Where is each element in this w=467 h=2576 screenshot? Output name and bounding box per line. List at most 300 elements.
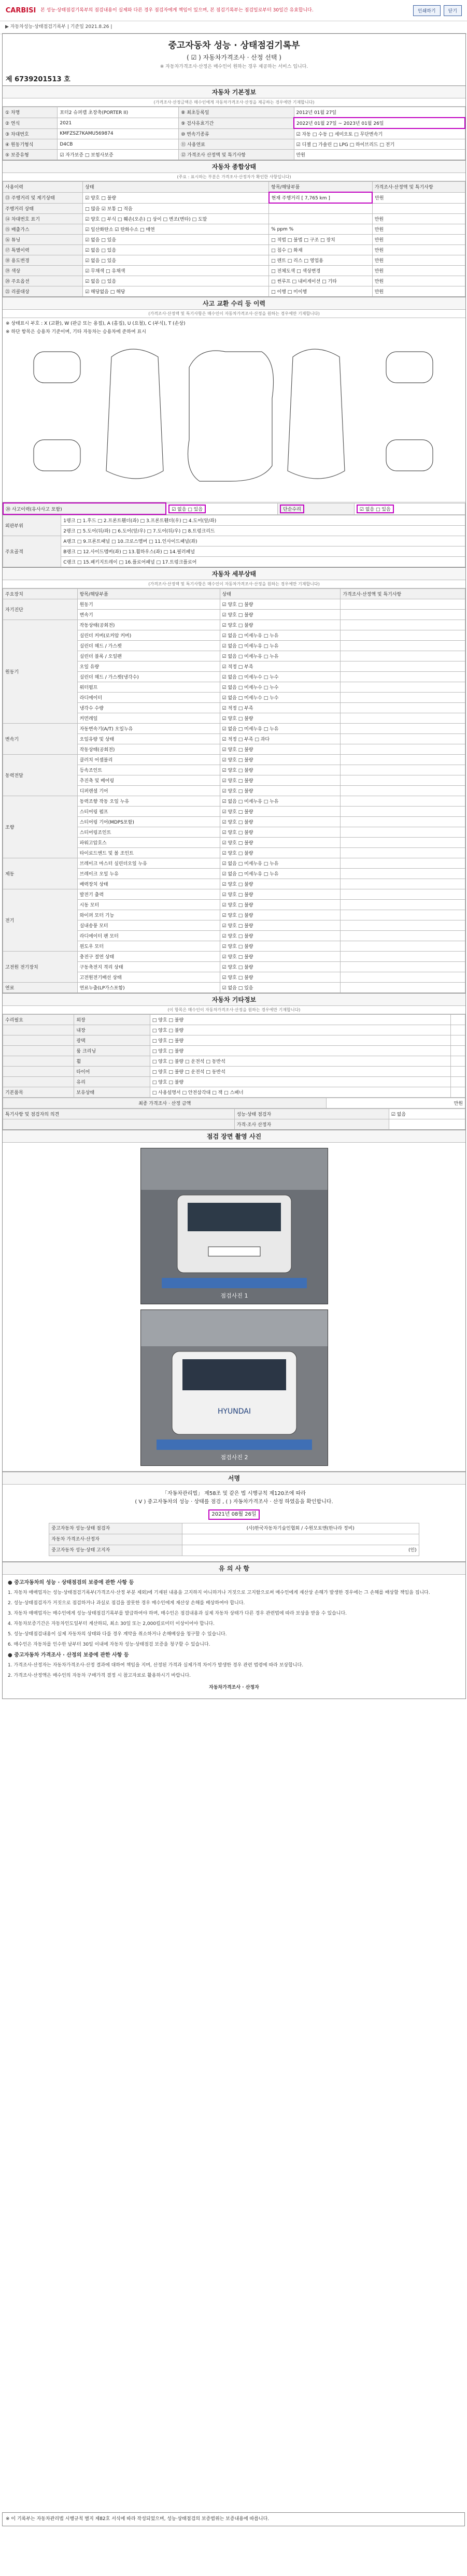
detail-item: 배력장치 상태 [77,879,220,889]
detail-item: 와이퍼 모터 기능 [77,910,220,920]
print-button[interactable]: 인쇄하기 [413,5,441,16]
detail-state: ☑ 적정 □ 부족 □ 과다 [220,734,341,744]
detail-item: 디퍼렌셜 기어 [77,786,220,796]
detail-item: 라디에이터 팬 모터 [77,931,220,941]
state-price: 만원 [372,276,465,286]
detail-item: 브레이크 마스터 실린더오일 누유 [77,858,220,869]
opinion-group [3,1119,235,1130]
state-price: 만원 [372,245,465,255]
detail-price [341,610,465,620]
other-info-group [3,1046,74,1056]
basic-info-label: ② 연식 [3,118,58,128]
overall-state-section [3,160,465,297]
document-number: 제 6739201513 호 [6,76,70,83]
opinion-table [3,1109,465,1130]
other-info-note: (이 항목은 매수인이 자동차가격조사·산정을 원하는 경우에만 기재합니다) [3,1006,465,1014]
detail-price [341,827,465,838]
other-info-price [450,1067,465,1077]
detail-state: ☑ 양호 □ 불량 [220,786,341,796]
svg-text:점검사진 2: 점검사진 2 [220,1454,248,1461]
car-diagram [3,336,465,502]
other-info-value: □ 양호 □ 불량 □ 운전석 □ 동반석 [150,1056,450,1067]
detail-item: 원동기 [77,599,220,610]
detail-state: ☑ 양호 □ 불량 [220,713,341,724]
basic-info-row [3,150,465,160]
detail-price [341,765,465,775]
state-row [3,266,465,276]
state-row [3,214,465,224]
other-info-price [450,1025,465,1035]
other-info-label: 휠 [74,1056,150,1067]
detail-state: ☑ 양호 □ 불량 [220,962,341,972]
detail-price [341,848,465,858]
detail-state: ☑ 양호 □ 불량 [220,920,341,931]
detail-price [341,983,465,993]
detail-item: 추진축 및 베어링 [77,775,220,786]
detail-item: 스티어링조인트 [77,827,220,838]
detail-price [341,786,465,796]
detail-state: ☑ 양호 □ 불량 [220,807,341,817]
opinion-group: 특기사항 및 점검자의 의견 [3,1109,235,1119]
notes-item: 1. 가격조사·산정자는 자동차가격조사·산정 결과에 대하여 책임을 지며, 산정된 가격과 실제가격 차이가 발생한 경우 관련 법령에 따라 보상합니다. [8,1663,304,1668]
other-info-group [3,1035,74,1046]
other-info-group [3,1056,74,1067]
detail-price [341,879,465,889]
overall-state-note: (주요 : 표시하는 부분은 가격조사·산정자가 확인한 사항입니다) [3,173,465,181]
detail-price [341,796,465,807]
detail-price [341,713,465,724]
accident-legend-2: ※ 하단 항목은 승용차 기준이며, 기타 자동차는 승용차에 준하여 표시 [6,329,146,335]
basic-info-value: 2022년 01월 27일 ~ 2023년 01월 26일 [294,118,465,128]
detail-price [341,910,465,920]
detail-item: 실린더 블록 / 오일팬 [77,651,220,661]
final-price-unit: 만원 [327,1098,465,1109]
top-notice: 본 성능·상태점검기록부의 점검내용이 실제와 다른 경우 점검자에게 책임이 있으며, 본 점검기록부는 점검일로부터 30일간 유효합니다. [40,8,314,13]
opinion-value [389,1119,465,1130]
other-info-price [450,1046,465,1056]
state-label: ⑱ 용도변경 [3,255,83,266]
detail-price [341,889,465,900]
state-header: 상태 [83,182,269,193]
other-info-value: □ 양호 □ 불량 [150,1015,450,1025]
detail-state: ☑ 적정 □ 부족 [220,703,341,713]
detail-price [341,599,465,610]
detail-row [3,952,465,962]
basic-info-label: ⑪ 사용연료 [179,139,294,150]
detail-state: ☑ 양호 □ 불량 [220,827,341,838]
inspection-photo-2 [140,1309,328,1466]
state-row [3,192,465,203]
other-info-title: 자동차 기타정보 [3,994,465,1006]
detail-state: ☑ 없음 □ 미세누수 □ 누수 [220,672,341,682]
state-item [269,214,373,224]
state-price: 만원 [372,214,465,224]
detail-group: 제동 [3,858,78,889]
detail-table [3,588,465,993]
detail-item: 실내송풍 모터 [77,920,220,931]
detail-note: (가격조사·산정액 및 특기사항은 매수인이 자동차가격조사·산정을 원하는 경우에만 기재합니다) [3,580,465,588]
state-header: 사용이력 [3,182,83,193]
accident-summary-table [3,502,465,515]
basic-info-value: ☑ 자가보증 □ 보험사보증 [58,150,179,160]
detail-item: 실린더 헤드 / 가스켓 [77,641,220,651]
car-bottom-front-view [34,440,80,471]
detail-item: 시동 모터 [77,900,220,910]
detail-price [341,962,465,972]
detail-price [341,724,465,734]
detail-price [341,755,465,765]
opinion-label: 성능·상태 점검자 [234,1109,389,1119]
detail-title: 자동차 세부상태 [3,568,465,580]
notes-body [3,1575,465,1699]
detail-row [3,858,465,869]
other-info-label: 유리 [74,1077,150,1087]
state-row [3,255,465,266]
detail-price [341,630,465,641]
state-label: ㉑ 리콜대상 [3,286,83,297]
sign-line-1: 「자동차관리법」 제58조 및 같은 법 시행규칙 제120조에 따라 [162,1491,306,1496]
detail-state: ☑ 양호 □ 불량 [220,879,341,889]
detail-row [3,724,465,734]
state-item: □ 렌트 □ 리스 □ 영업용 [269,255,373,266]
detail-state: ☑ 없음 □ 미세누유 □ 누유 [220,796,341,807]
detail-price [341,900,465,910]
state-row [3,235,465,245]
detail-state: ☑ 없음 □ 미세누수 □ 누수 [220,682,341,693]
basic-info-table [3,107,465,160]
detail-state: ☑ 양호 □ 불량 [220,838,341,848]
detail-row [3,796,465,807]
notes-item: 5. 성능·상태점검내용이 실제 자동차의 상태와 다를 경우 계약을 취소하거나 손해배상을 청구할 수 있습니다. [8,1632,227,1637]
opinion-value: ☑ 없음 [389,1109,465,1119]
detail-header: 주요장치 [3,589,78,599]
notes-section-2-title: ● 중고자동차 가격조사 · 산정의 보증에 관한 사항 등 [8,1652,129,1658]
basic-info-section [3,85,465,160]
frame-label: 주요골격 [3,536,61,567]
price-assessor-label: 자동차 가격조사·산정자 [49,1534,182,1545]
outer-panel-row [3,526,465,536]
photo-container [3,1143,465,1472]
other-info-group [3,1067,74,1077]
detail-item: 충전구 절연 상태 [77,952,220,962]
basic-info-title: 자동차 기본정보 [3,86,465,98]
state-price: 만원 [372,255,465,266]
other-info-label: 내장 [74,1025,150,1035]
frame-value: B랭크 □ 12.사이드멤버(좌) □ 13.휠하우스(좌) □ 14.필러패널 [61,546,465,557]
panel-table [3,515,465,567]
state-row [3,245,465,255]
detail-price [341,734,465,744]
detail-item: 스티어링 펌프 [77,807,220,817]
state-item: □ 이행 □ 미이행 [269,286,373,297]
detail-group: 고전원 전기장치 [3,952,78,983]
basic-info-value: 만원 [294,150,465,160]
other-info-value: □ 양호 □ 불량 [150,1077,450,1087]
state-item: % ppm % [269,224,373,235]
detail-price [341,620,465,630]
car-front-view [34,352,80,383]
detail-item: 스티어링 기어(MDPS포함) [77,817,220,827]
state-header: 항목/해당부품 [269,182,373,193]
frame-row [3,536,465,546]
notes-item: 1. 자동차 매매업자는 성능·상태점검기록부(가격조사·산정 부분 제외)에 기재된 내용을 고지하지 아니하거나 거짓으로 고지함으로써 매수인에게 재산상 손해가 발생한 경우에는 그 손해를 배상할 책임을 집니다. [8,1590,430,1595]
frame-value: C랭크 □ 15.패키지트레이 □ 16.플로어패널 □ 17.트렁크플로어 [61,557,465,567]
state-row [3,286,465,297]
basic-info-value: 포터2 슈퍼캡 초장축(PORTER II) [58,107,179,118]
simple-repair-label: 단순수리 [278,503,355,514]
detail-item: 작동상태(공회전) [77,744,220,755]
detail-group: 조향 [3,796,78,858]
opinion-row [3,1109,465,1119]
detail-state: ☑ 양호 □ 불량 [220,889,341,900]
state-row [3,224,465,235]
other-info-label: 광택 [74,1035,150,1046]
accident-section [3,297,465,567]
state-row [3,276,465,286]
detail-group: 동력전달 [3,755,78,796]
detail-group: 자기진단 [3,599,78,620]
state-value: ☑ 무채색 □ 유채색 [83,266,269,276]
detail-price [341,941,465,952]
car-top-view-left [106,349,163,479]
detail-state: ☑ 없음 □ 미세누유 □ 누유 [220,651,341,661]
state-price: 만원 [372,224,465,235]
detail-price [341,641,465,651]
detail-state: ☑ 없음 □ 미세누수 □ 누수 [220,693,341,703]
document-note: ※ 자동차가격조사·산정은 매수인이 원하는 경우 제공하는 서비스 입니다. [160,64,308,69]
state-value: ☑ 없음 □ 있음 [83,276,269,286]
basic-info-row [3,107,465,118]
detail-item: 구동축전지 격리 상태 [77,962,220,972]
basic-info-value: KMFZSZ7KAMU569874 [58,128,179,139]
other-info-price [450,1087,465,1098]
state-value: ☑ 양호 □ 부식 □ 훼손(오손) □ 상이 □ 변조(변타) □ 도말 [83,214,269,224]
svg-text:점검사진 1: 점검사진 1 [220,1292,248,1299]
detail-item: 파워고압호스 [77,838,220,848]
final-price-table [3,1098,465,1109]
detail-section [3,567,465,993]
detail-state: ☑ 양호 □ 불량 [220,599,341,610]
detail-price [341,682,465,693]
other-info-price [450,1035,465,1046]
other-info-label: 보유상태 [74,1087,150,1098]
notes-item: 4. 자동차보증기간은 자동차인도일부터 계산하되, 최소 30일 또는 2,000킬로미터 이상이어야 합니다. [8,1621,215,1627]
document-types: ( ☑ ) 자동차가격조사 · 산정 선택 ) [187,54,281,61]
sign-box [3,1485,465,1562]
sign-title: 서명 [3,1472,465,1485]
notes-section [3,1562,465,1699]
detail-state: ☑ 양호 □ 불량 [220,972,341,983]
detail-state: ☑ 없음 □ 있음 [220,983,341,993]
breadcrumb: ▶ 자동차성능·상태점검기록부 | 기준일 2021.8.26 | [0,21,467,34]
state-label: ⑯ 튜닝 [3,235,83,245]
state-label: 주행거리 상태 [3,203,83,214]
other-info-value: □ 양호 □ 불량 [150,1025,450,1035]
frame-row [3,557,465,567]
state-price: 만원 [372,192,465,203]
other-info-row [3,1067,465,1077]
other-info-row [3,1035,465,1046]
detail-price [341,858,465,869]
other-info-row [3,1015,465,1025]
detail-header: 가격조사·산정액 및 특기사항 [341,589,465,599]
opinion-label: 가격·조사 산정자 [234,1119,389,1130]
car-side-view [188,351,274,481]
state-label: ⑰ 특별이력 [3,245,83,255]
basic-info-label: ⑨ 검사유효기간 [179,118,294,128]
other-info-label: 외장 [74,1015,150,1025]
car-diagram-svg [3,336,464,502]
other-info-label: 룸 크리닝 [74,1046,150,1056]
state-label: ⑭ 차대번호 표기 [3,214,83,224]
basic-info-row [3,139,465,150]
close-button[interactable]: 닫기 [444,5,462,16]
detail-item: 커먼레일 [77,713,220,724]
detail-price [341,869,465,879]
detail-group: 변속기 [3,724,78,755]
outer-panel-value: 1랭크 □ 1.후드 □ 2.프론트휀더(좌) □ 3.프론트휀더(우) □ 4.도어(앞/좌) [61,515,465,526]
other-info-row [3,1087,465,1098]
frame-value: A랭크 □ 9.프론트패널 □ 10.크로스멤버 □ 11.인사이드패널(좌) [61,536,465,546]
other-info-value: □ 사용설명서 □ 안전삼각대 □ 잭 □ 스패너 [150,1087,450,1098]
detail-state: ☑ 양호 □ 불량 [220,910,341,920]
detail-state: ☑ 없음 □ 미세누유 □ 누유 [220,869,341,879]
truck-photo-2 [141,1310,328,1465]
simple-repair-value: ☑ 없음 □ 있음 [354,503,465,514]
other-info-value: □ 양호 □ 불량 [150,1046,450,1056]
other-info-table [3,1014,465,1098]
state-label: ⑮ 배출가스 [3,224,83,235]
state-item [269,203,373,214]
state-item: □ 전체도색 □ 색상변경 [269,266,373,276]
other-info-price [450,1056,465,1067]
signer-table [49,1523,419,1556]
other-info-row [3,1025,465,1035]
brand-logo: CARBISI [5,6,36,15]
detail-item: 등속조인트 [77,765,220,775]
detail-state: ☑ 없음 □ 미세누유 □ 누유 [220,630,341,641]
detail-state: ☑ 없음 □ 미세누유 □ 누유 [220,858,341,869]
opinion-row [3,1119,465,1130]
detail-state: ☑ 양호 □ 불량 [220,620,341,630]
state-row [3,203,465,214]
state-value: □ 많음 ☑ 보통 □ 적음 [83,203,269,214]
basic-info-value: ☑ 자동 □ 수동 □ 세미오토 □ 무단변속기 [294,128,465,139]
detail-state: ☑ 없음 □ 미세누유 □ 누유 [220,641,341,651]
detail-price [341,838,465,848]
detail-item: 변속기 [77,610,220,620]
detail-state: ☑ 양호 □ 불량 [220,931,341,941]
frame-row [3,546,465,557]
detail-price [341,807,465,817]
detail-header: 상태 [220,589,341,599]
basic-info-label: ⑧ 최초등록일 [179,107,294,118]
detail-state: ☑ 적정 □ 부족 [220,661,341,672]
basic-info-label: ③ 차대번호 [3,128,58,139]
notes-item: 3. 자동차 매매업자는 매수인에게 성능·상태점검기록부를 발급하여야 하며, 매수인은 점검내용과 실제 자동차 상태가 다른 경우 관련법에 따라 보상을 받을 수 있습니다. [8,1611,347,1616]
detail-price [341,972,465,983]
other-info-row [3,1046,465,1056]
sign-section [3,1472,465,1562]
detail-item: 발전기 출력 [77,889,220,900]
basic-info-value: ☑ 디젤 □ 가솔린 □ LPG □ 하이브리드 □ 전기 [294,139,465,150]
state-value: ☑ 해당없음 □ 해당 [83,286,269,297]
detail-state: ☑ 양호 □ 불량 [220,610,341,620]
detail-header: 항목/해당부품 [77,589,220,599]
basic-info-value: 2012년 01월 27일 [294,107,465,118]
document-header [3,34,465,71]
detail-group: 원동기 [3,620,78,724]
other-info-price [450,1015,465,1025]
detail-state: ☑ 없음 □ 미세누유 □ 누유 [220,724,341,734]
basic-info-label: ⑤ 보증유형 [3,150,58,160]
detail-item: 오일유량 및 상태 [77,734,220,744]
state-item: □ 썬루프 □ 내비게이션 □ 기타 [269,276,373,286]
detail-state: ☑ 양호 □ 불량 [220,941,341,952]
state-value: ☑ 없음 □ 있음 [83,245,269,255]
footer-note: ※ 이 기록부는 자동차관리법 시행규칙 별지 제82호 서식에 따라 작성되었으며, 성능·상태점검의 보증범위는 보증내용에 따릅니다. [2,2512,465,2526]
state-value: ☑ 일산화탄소 ☑ 탄화수소 □ 매연 [83,224,269,235]
detail-row [3,620,465,630]
state-label: ⑳ 주요옵션 [3,276,83,286]
notes-signature-title: 자동차가격조사 · 산정자 [209,1685,259,1690]
other-info-price [450,1077,465,1087]
notes-item: 2. 성능·상태점검자가 거짓으로 점검하거나 과실로 점검을 잘못한 경우 매수인에게 재산상 손해를 배상하여야 합니다. [8,1601,245,1606]
photo-section [3,1130,465,1472]
sign-line-2: ( V ) 중고자동차의 성능 · 상태를 점검 , ( ) 자동차가격조사 · 산정 하였음을 확인합니다. [135,1499,333,1505]
detail-price [341,931,465,941]
overall-state-title: 자동차 종합상태 [3,161,465,173]
detail-price [341,952,465,962]
state-price: 만원 [372,266,465,276]
detail-item: 고전원전기배선 상태 [77,972,220,983]
other-info-label: 타이어 [74,1067,150,1077]
top-bar [0,0,467,21]
detail-item: 자동변속기(A/T) 오일누유 [77,724,220,734]
other-info-group [3,1077,74,1087]
detail-state: ☑ 양호 □ 불량 [220,775,341,786]
accident-title: 사고 교환 수리 등 이력 [3,297,465,310]
notes-item: 2. 가격조사·산정액은 매수인의 자동차 구매가격 결정 시 참고자료로 활용하시기 바랍니다. [8,1673,191,1678]
basic-info-label: ⑩ 변속기종류 [179,128,294,139]
other-info-group: 수리필요 [3,1015,74,1025]
state-value: ☑ 양호 □ 불량 [83,192,269,203]
state-header: 가격조사·산정액 및 특기사항 [372,182,465,193]
inspection-record [2,33,466,1699]
basic-info-label: ⑫ 가격조사 산정액 및 특기사항 [179,150,294,160]
accident-history-label: ⑳ 사고이력(유사사고 포함) [3,503,166,514]
state-label: ⑲ 색상 [3,266,83,276]
car-bottom-rear-view [386,440,433,471]
detail-row [3,755,465,765]
state-label: ⑬ 주행거리 및 계기상태 [3,192,83,203]
other-info-group [3,1025,74,1035]
outer-panel-label: 외판부위 [3,515,61,536]
document-number-value: 6739201513 [15,76,62,83]
detail-price [341,920,465,931]
accident-note: (가격조사·산정액 및 특기사항은 매수인이 자동차가격조사·산정을 원하는 경우에만 기재합니다) [3,310,465,318]
detail-group: 연료 [3,983,78,993]
notifier-label: 중고자동차 성능·상태 고지자 [49,1545,182,1556]
detail-state: ☑ 양호 □ 불량 [220,755,341,765]
other-info-value: □ 양호 □ 불량 □ 운전석 □ 동반석 [150,1067,450,1077]
photo-title: 점검 장면 촬영 사진 [3,1130,465,1143]
detail-state: ☑ 양호 □ 불량 [220,744,341,755]
car-top-view-right [288,349,345,479]
accident-legend: ※ 상태표시 부호 : X (교환), W (판금 또는 용접), A (흠집), U (요철), C (부식), T (손상) [6,321,186,326]
notes-title: 유 의 사 항 [3,1562,465,1575]
detail-price [341,744,465,755]
